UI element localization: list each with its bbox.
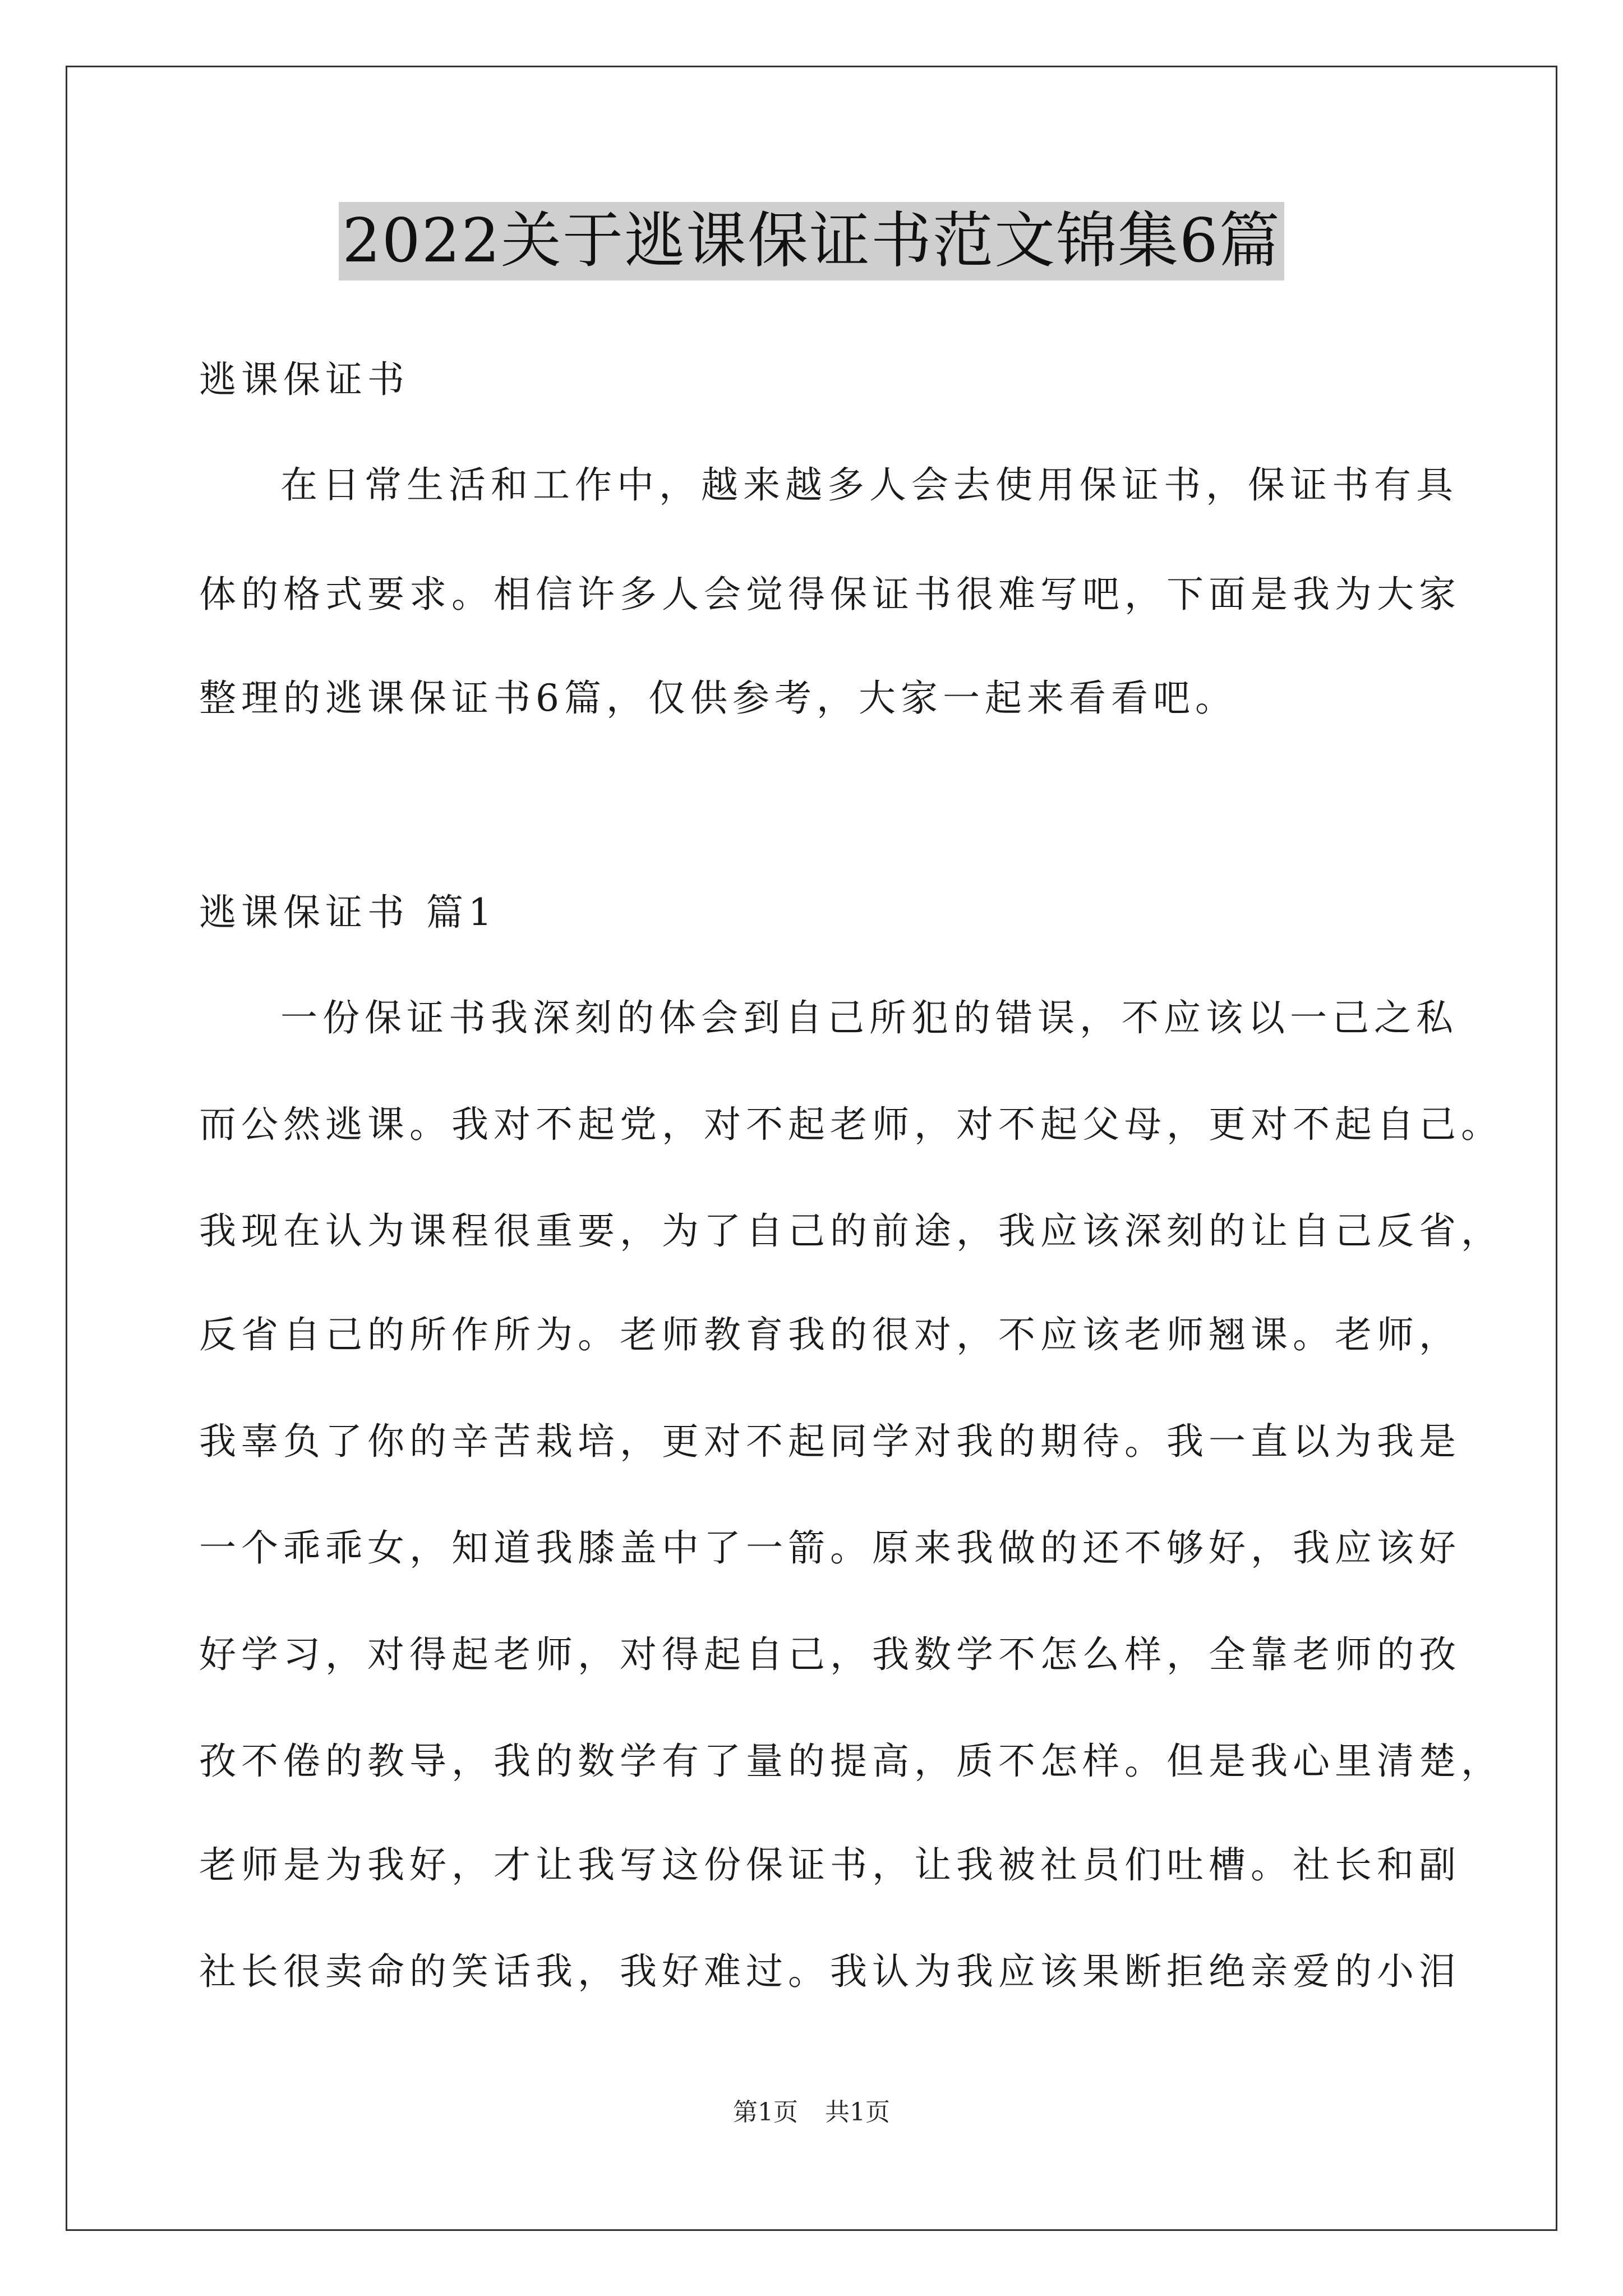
section1-line-8: 孜不倦的教导，我的数学有了量的提高，质不怎样。但是我心里清楚， [199, 1740, 1503, 1783]
section1-line-4: 反省自己的所作所为。老师教育我的很对，不应该老师翘课。老师， [199, 1313, 1461, 1356]
section1-heading: 逃课保证书 篇1 [199, 891, 497, 934]
intro-line-2: 体的格式要求。相信许多人会觉得保证书很难写吧，下面是我为大家 [199, 573, 1461, 616]
section1-line-10: 社长很卖命的笑话我，我好难过。我认为我应该果断拒绝亲爱的小泪 [199, 1950, 1461, 1993]
title-wrap [0, 202, 1623, 280]
intro-line-3: 整理的逃课保证书6篇，仅供参考，大家一起来看看吧。 [199, 677, 1237, 720]
section1-line-5: 我辜负了你的辛苦栽培，更对不起同学对我的期待。我一直以为我是 [199, 1420, 1461, 1463]
section1-line-6: 一个乖乖女，知道我膝盖中了一箭。原来我做的还不够好，我应该好 [199, 1526, 1461, 1570]
section1-line-9: 老师是为我好，才让我写这份保证书，让我被社员们吐槽。社长和副 [199, 1843, 1461, 1887]
page-number: 第1页 [733, 2098, 798, 2127]
document-title: 2022关于逃课保证书范文锦集6篇 [339, 202, 1284, 280]
intro-line-1: 在日常生活和工作中，越来越多人会去使用保证书，保证书有具 [280, 463, 1458, 507]
section1-line-1: 一份保证书我深刻的体会到自己所犯的错误，不应该以一己之私 [280, 996, 1458, 1039]
section1-line-3: 我现在认为课程很重要，为了自己的前途，我应该深刻的让自己反省， [199, 1209, 1503, 1253]
section1-line-7: 好学习，对得起老师，对得起自己，我数学不怎么样，全靠老师的孜 [199, 1633, 1461, 1676]
page-footer [0, 2097, 1623, 2128]
page-total: 共1页 [825, 2098, 890, 2127]
intro-heading: 逃课保证书 [199, 358, 409, 401]
section1-line-2: 而公然逃课。我对不起党，对不起老师，对不起父母，更对不起自己。 [199, 1103, 1503, 1146]
